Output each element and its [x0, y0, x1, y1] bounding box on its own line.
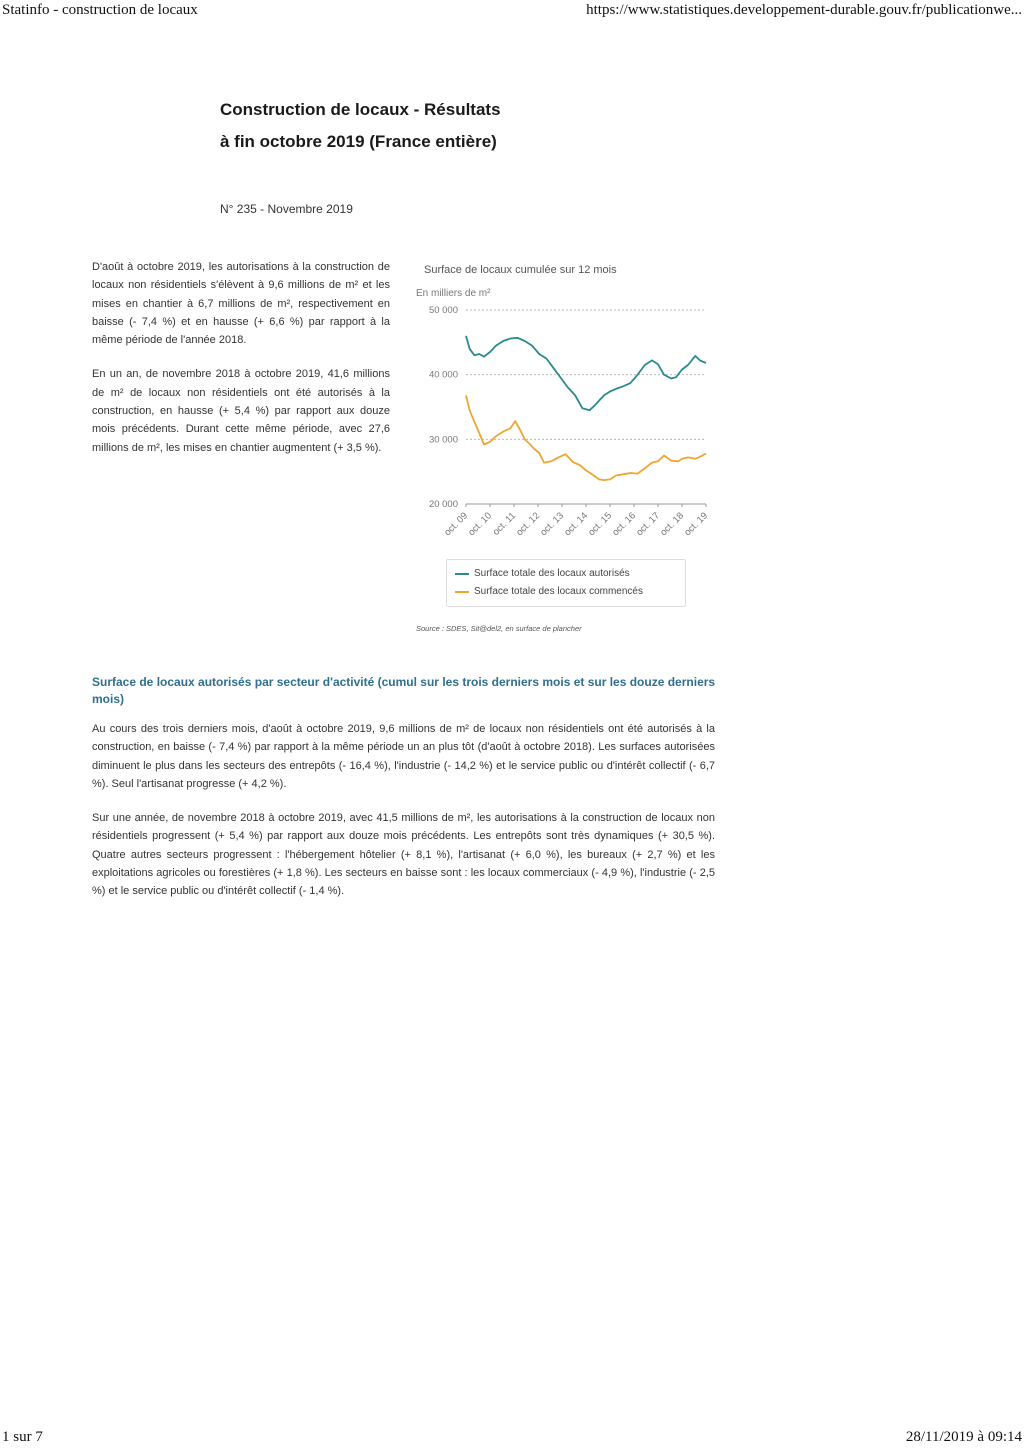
y-tick-label: 50 000: [428, 305, 458, 316]
chart-title: Surface de locaux cumulée sur 12 mois: [424, 264, 617, 276]
page-title-line-1: Construction de locaux - Résultats: [220, 100, 501, 119]
y-tick-label: 20 000: [428, 499, 458, 510]
section-paragraph-1: Au cours des trois derniers mois, d'août à octobre 2019, 9,6 millions de m² de locaux non résidentiels ont été autorisés à la construction, en baisse (- 7,4 %) par rapport à la même période un an plus tôt (d'août à octobre 2018). Les surfaces autorisées diminuent le plus dans les secteurs des entrepôts (- 16,4 %), l'industrie (- 14,2 %) et le service public ou d'intérêt collectif (- 6,7 %). Seul l'artisanat progresse (+ 4,2 %).: [92, 723, 715, 790]
x-tick-label: oct. 15: [586, 510, 615, 539]
intro-text: [92, 258, 390, 473]
chart-legend: [446, 559, 686, 607]
y-tick-label: 40 000: [428, 369, 458, 381]
legend-swatch-commences: [455, 591, 469, 593]
x-tick-label: oct. 18: [658, 510, 687, 539]
x-tick-label: oct. 14: [562, 510, 591, 539]
intro-paragraph-1: D'août à octobre 2019, les autorisations à la construction de locaux non résidentiels s'élèvent à 9,6 millions de m² et les mises en chantier à 6,7 millions de m², respectivement en baisse (- 7,4 %) et en hausse (+ 6,6 %) par rapport à la même période de l'année 2018.: [92, 261, 390, 347]
x-tick-label: oct. 19: [682, 510, 711, 539]
chart-y-axis-label: En milliers de m²: [416, 288, 491, 299]
chart-source: Source : SDES, Sit@del2, en surface de plancher: [416, 624, 582, 633]
issue-number: N° 235 - Novembre 2019: [220, 202, 353, 216]
print-header-url[interactable]: https://www.statistiques.developpement-durable.gouv.fr/publicationwe...: [586, 2, 1022, 18]
x-tick-label: oct. 16: [610, 510, 639, 539]
page-title-line-2: à fin octobre 2019 (France entière): [220, 132, 497, 151]
section-text: [92, 720, 715, 917]
page-counter: 1 sur 7: [2, 1429, 43, 1445]
x-tick-label: oct. 11: [490, 510, 519, 538]
series-line-commences: [466, 395, 706, 480]
line-chart: [410, 258, 720, 638]
chart-plot-area: [410, 298, 720, 558]
print-footer: [0, 1429, 1024, 1449]
x-tick-label: oct. 10: [466, 510, 495, 539]
print-header-title: Statinfo - construction de locaux: [2, 2, 198, 18]
section-paragraph-2: Sur une année, de novembre 2018 à octobre 2019, avec 41,5 millions de m², les autorisations à la construction de locaux non résidentiels progressent (+ 5,4 %) par rapport aux douze mois précédents. Les entrepôts sont très dynamiques (+ 30,5 %). Quatre autres secteurs progressent : l'hébergement hôtelier (+ 8,1 %), l'artisanat (+ 6,0 %), les bureaux (+ 2,7 %) et les exploitations agricoles ou forestières (+ 1,8 %). Les secteurs en baisse sont : les locaux commerciaux (- 4,9 %), l'industrie (- 2,5 %) et le service public ou d'intérêt collectif (- 1,4 %).: [92, 812, 715, 898]
legend-item-autorises: [455, 568, 630, 579]
section-heading: Surface de locaux autorisés par secteur d'activité (cumul sur les trois derniers mois et sur les douze derniers mois): [92, 675, 716, 706]
legend-swatch-autorises: [455, 573, 469, 575]
print-timestamp: 28/11/2019 à 09:14: [905, 1429, 1022, 1445]
intro-paragraph-2: En un an, de novembre 2018 à octobre 2019, 41,6 millions de m² de locaux non résidentiels ont été autorisés à la construction, en hausse (+ 5,4 %) par rapport aux douze mois précédents. Durant cette même période, avec 27,6 millions de m², les mises en chantier augmentent (+ 3,5 %).: [92, 368, 390, 454]
legend-label-commences: Surface totale des locaux commencés: [474, 586, 643, 597]
x-tick-label: oct. 12: [514, 510, 543, 539]
legend-item-commences: [455, 586, 643, 597]
y-tick-label: 30 000: [428, 434, 458, 446]
legend-label-autorises: Surface totale des locaux autorisés: [474, 568, 630, 579]
series-line-autorises: [466, 336, 706, 410]
print-header: [0, 2, 1024, 22]
x-tick-label: oct. 17: [634, 510, 663, 539]
x-tick-label: oct. 09: [442, 510, 471, 539]
page-title: [220, 94, 640, 158]
x-tick-label: oct. 13: [538, 510, 567, 539]
